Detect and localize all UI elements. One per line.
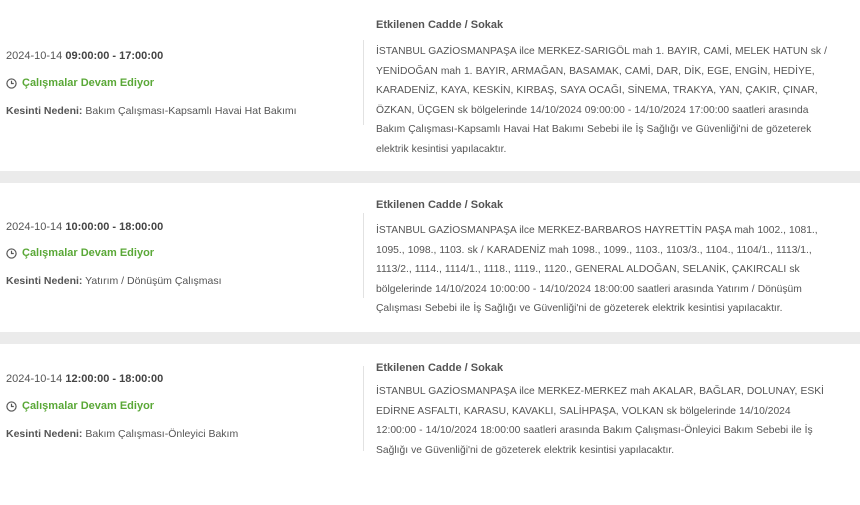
reason-value: Bakım Çalışması-Kapsamlı Havai Hat Bakımı xyxy=(85,105,297,117)
affected-streets: İSTANBUL GAZİOSMANPAŞA ilce MERKEZ-BARBAROS HAYRETTİN PAŞA mah 1002., 1081., 1095., 1098., 1103. sk / KARADENİZ mah 1098., 1099., 1103., 1103/3., 1104., 1104/1., 1113/1., 1113/2., 1114., 1114/1., 1118., 1119., 1120., GENERAL ALDOĞAN, SELANİK, ÇAKIRCALI sk bölgelerinde 14/10/2024 10:00:00 - 14/10/2024 18:00:00 saatleri arasında Yatırım / Dönüşüm Çalışması Sebebi ile İş Sağlığı ve Güvenliği'ni de gözeterek elektrik kesintisi yapılacaktır. xyxy=(376,225,818,314)
clock-icon xyxy=(6,401,17,412)
affected-streets: İSTANBUL GAZİOSMANPAŞA ilce MERKEZ-SARIGÖL mah 1. BAYIR, CAMİ, MELEK HATUN sk / YENİDOĞAN mah 1. BAYIR, ARMAĞAN, BASAMAK, CAMİ, DAR, DİK, EGE, ENGİN, HEDİYE, KARADENİZ, KAYA, KESKİN, KIRBAŞ, SAYA OCAĞI, SİNEMA, TRAKYA, YAN, ÇAKIR, ÇINAR, ÖZKAN, ÜÇGEN sk bölgelerinde 14/10/2024 09:00:00 - 14/10/2024 17:00:00 saatleri arasında Bakım Çalışması-Kapsamlı Havai Hat Bakımı Sebebi ile İş Sağlığı ve Güvenliği'ni de gözeterek elektrik kesintisi yapılacaktır. xyxy=(376,46,827,155)
outage-time: 09:00:00 - 17:00:00 xyxy=(65,50,164,62)
status-text: Çalışmalar Devam Ediyor xyxy=(22,77,155,89)
section-title: Etkilenen Cadde / Sokak xyxy=(376,199,504,211)
clock-icon xyxy=(6,248,17,259)
card-separator xyxy=(0,171,860,183)
outage-datetime xyxy=(6,221,163,233)
status-badge xyxy=(6,400,154,412)
status-badge xyxy=(6,247,154,259)
section-title: Etkilenen Cadde / Sokak xyxy=(376,362,504,374)
outage-reason xyxy=(6,275,222,287)
outage-reason xyxy=(6,105,297,117)
status-text: Çalışmalar Devam Ediyor xyxy=(22,400,155,412)
reason-value: Bakım Çalışması-Önleyici Bakım xyxy=(85,428,239,440)
reason-label: Kesinti Nedeni: xyxy=(6,275,83,287)
column-divider xyxy=(363,366,364,451)
outage-date: 2024-10-14 xyxy=(6,50,63,62)
outage-card xyxy=(0,0,860,171)
outage-time: 12:00:00 - 18:00:00 xyxy=(65,373,164,385)
reason-label: Kesinti Nedeni: xyxy=(6,428,83,440)
reason-value: Yatırım / Dönüşüm Çalışması xyxy=(85,275,222,287)
outage-datetime xyxy=(6,373,163,385)
column-divider xyxy=(363,40,364,125)
section-title: Etkilenen Cadde / Sokak xyxy=(376,19,504,31)
outage-reason xyxy=(6,428,238,440)
column-divider xyxy=(363,213,364,298)
outage-time: 10:00:00 - 18:00:00 xyxy=(65,221,164,233)
outage-datetime xyxy=(6,50,163,62)
outage-card xyxy=(0,183,860,332)
card-separator xyxy=(0,332,860,344)
outage-date: 2024-10-14 xyxy=(6,221,63,233)
affected-streets: İSTANBUL GAZİOSMANPAŞA ilce MERKEZ-MERKEZ mah AKALAR, BAĞLAR, DOLUNAY, ESKİ EDİRNE ASFALTI, KARASU, KAVAKLI, SALİHPAŞA, VOLKAN sk bölgelerinde 14/10/2024 12:00:00 - 14/10/2024 18:00:00 saatleri arasında Bakım Çalışması-Önleyici Bakım Sebebi ile İş Sağlığı ve Güvenliği'ni de gözeterek elektrik kesintisi yapılacaktır. xyxy=(376,386,824,456)
outage-card xyxy=(0,344,860,505)
reason-label: Kesinti Nedeni: xyxy=(6,105,83,117)
status-text: Çalışmalar Devam Ediyor xyxy=(22,247,155,259)
outage-date: 2024-10-14 xyxy=(6,373,63,385)
clock-icon xyxy=(6,78,17,89)
status-badge xyxy=(6,77,154,89)
